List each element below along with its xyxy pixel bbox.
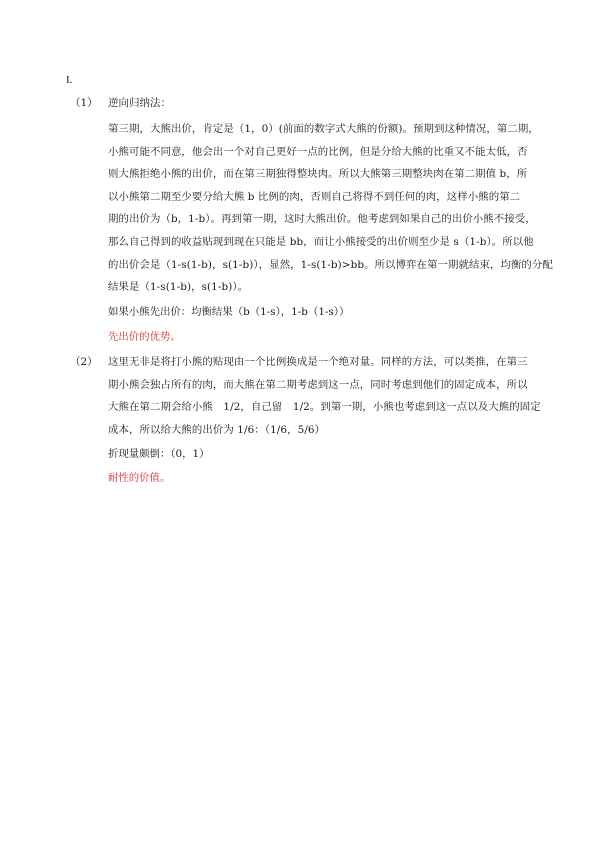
paragraph-2-line: 大熊在第二期会给小熊 1/2，自己留 1/2。到第一期，小熊也考虑到这一点以及大熊的固定: [108, 401, 541, 414]
paragraph-1-line: 则大熊拒绝小熊的出价，而在第三期独得整块肉。所以大熊第三期整块肉在第二期值 b，所: [108, 168, 528, 181]
paragraph-1: [108, 118, 553, 299]
paragraph-1-line: 以小熊第二期至少要分给大熊 b 比例的肉，否则自己将得不到任何的肉，这样小熊的第二: [108, 190, 521, 203]
section1-conclusion: 先出价的优势。: [108, 331, 181, 343]
paragraph-1-line: 那么自己得到的收益贴现到现在只能是 bb，而让小熊接受的出价则至少是 s（1-b）。所以他: [108, 235, 534, 248]
paragraph-2: [108, 351, 541, 441]
paragraph-1-line: 期的出价为（b，1-b）。再到第一期，这时大熊出价。他考虑到如果自己的出价小熊不接受，: [108, 213, 536, 226]
item-number-2: （2）: [70, 356, 98, 368]
item-number-1: （1）: [70, 97, 98, 109]
section-heading: I.: [66, 74, 73, 86]
bear-cub-first-result: 如果小熊先出价：均衡结果（b（1-s），1-b（1-s））: [108, 306, 350, 318]
paragraph-2-line: 期小熊会独占所有的肉，而大熊在第二期考虑到这一点，同时考虑到他们的固定成本，所以: [108, 378, 528, 391]
paragraph-1-line: 的出价会是（1-s(1-b)，s(1-b)），显然，1-s(1-b)>bb。所以博弈在第一期就结束，均衡的分配: [108, 258, 553, 271]
paragraph-2-line: 这里无非是将打小熊的贴现由一个比例换成是一个绝对量。同样的方法，可以类推，在第三: [108, 356, 528, 368]
paragraph-1-line: 结果是（1-s(1-b)，s(1-b)）。: [108, 281, 249, 294]
item-title-1: 逆向归纳法：: [108, 97, 171, 109]
section2-conclusion: 耐性的价值。: [108, 472, 171, 484]
paragraph-2-line: 成本，所以给大熊的出价为 1/6：（1/6，5/6）: [108, 423, 326, 436]
paragraph-1-line: 第三期，大熊出价，肯定是（1，0）(前面的数字式大熊的份额)。预期到这种情况，第二期，: [108, 123, 539, 135]
discount-limit: 折现量颇倒：（0，1）: [108, 448, 210, 460]
paragraph-1-line: 小熊可能不同意，他会出一个对自己更好一点的比例，但是分给大熊的比重又不能太低，否: [108, 145, 528, 158]
